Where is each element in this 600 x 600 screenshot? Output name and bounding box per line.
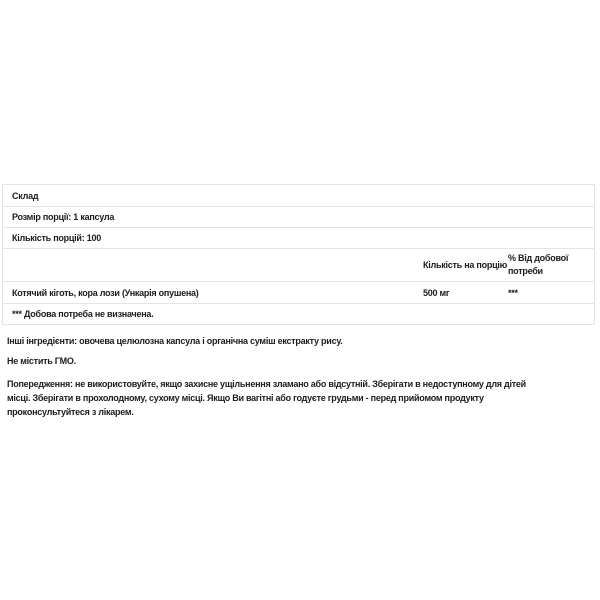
table-footnote-row (3, 304, 594, 325)
serving-size-text: Розмір порції: 1 капсула (12, 212, 115, 222)
column-header-amount-per-serving: Кількість на порцію (423, 259, 508, 270)
warning-line: Попередження: не використовуйте, якщо захисне ущільнення зламано або відсутній. Зберігати в недоступному для дітей (7, 379, 526, 389)
gmo-free-text: Не містить ГМО. (7, 356, 76, 366)
table-header-row (3, 249, 594, 282)
servings-count-row (3, 228, 594, 249)
ingredient-daily-value: *** (508, 287, 518, 298)
table-footnote: *** Добова потреба не визначена. (12, 309, 154, 319)
ingredient-row (3, 282, 594, 304)
table-title-row (3, 185, 594, 207)
warning-line: місці. Зберігати в прохолодному, сухому місці. Якщо Ви вагітні або годуєте грудьми - перед прийомом продукту (7, 393, 484, 403)
ingredient-amount: 500 мг (423, 287, 450, 298)
other-ingredients-text: Інші інгредієнти: овочева целюлозна капсула і органічна суміш екстракту рису. (7, 336, 343, 346)
supplement-facts-table (2, 184, 595, 325)
warning-line: проконсультуйтеся з лікарем. (7, 407, 134, 417)
table-title: Склад (12, 190, 39, 201)
column-header-daily-value: % Від добової потреби (508, 253, 569, 276)
serving-size-row (3, 207, 594, 228)
servings-count-text: Кількість порцій: 100 (12, 233, 101, 243)
ingredient-name: Котячий кіготь, кора лози (Ункарія опушена) (12, 287, 199, 298)
warning-text (7, 377, 526, 419)
